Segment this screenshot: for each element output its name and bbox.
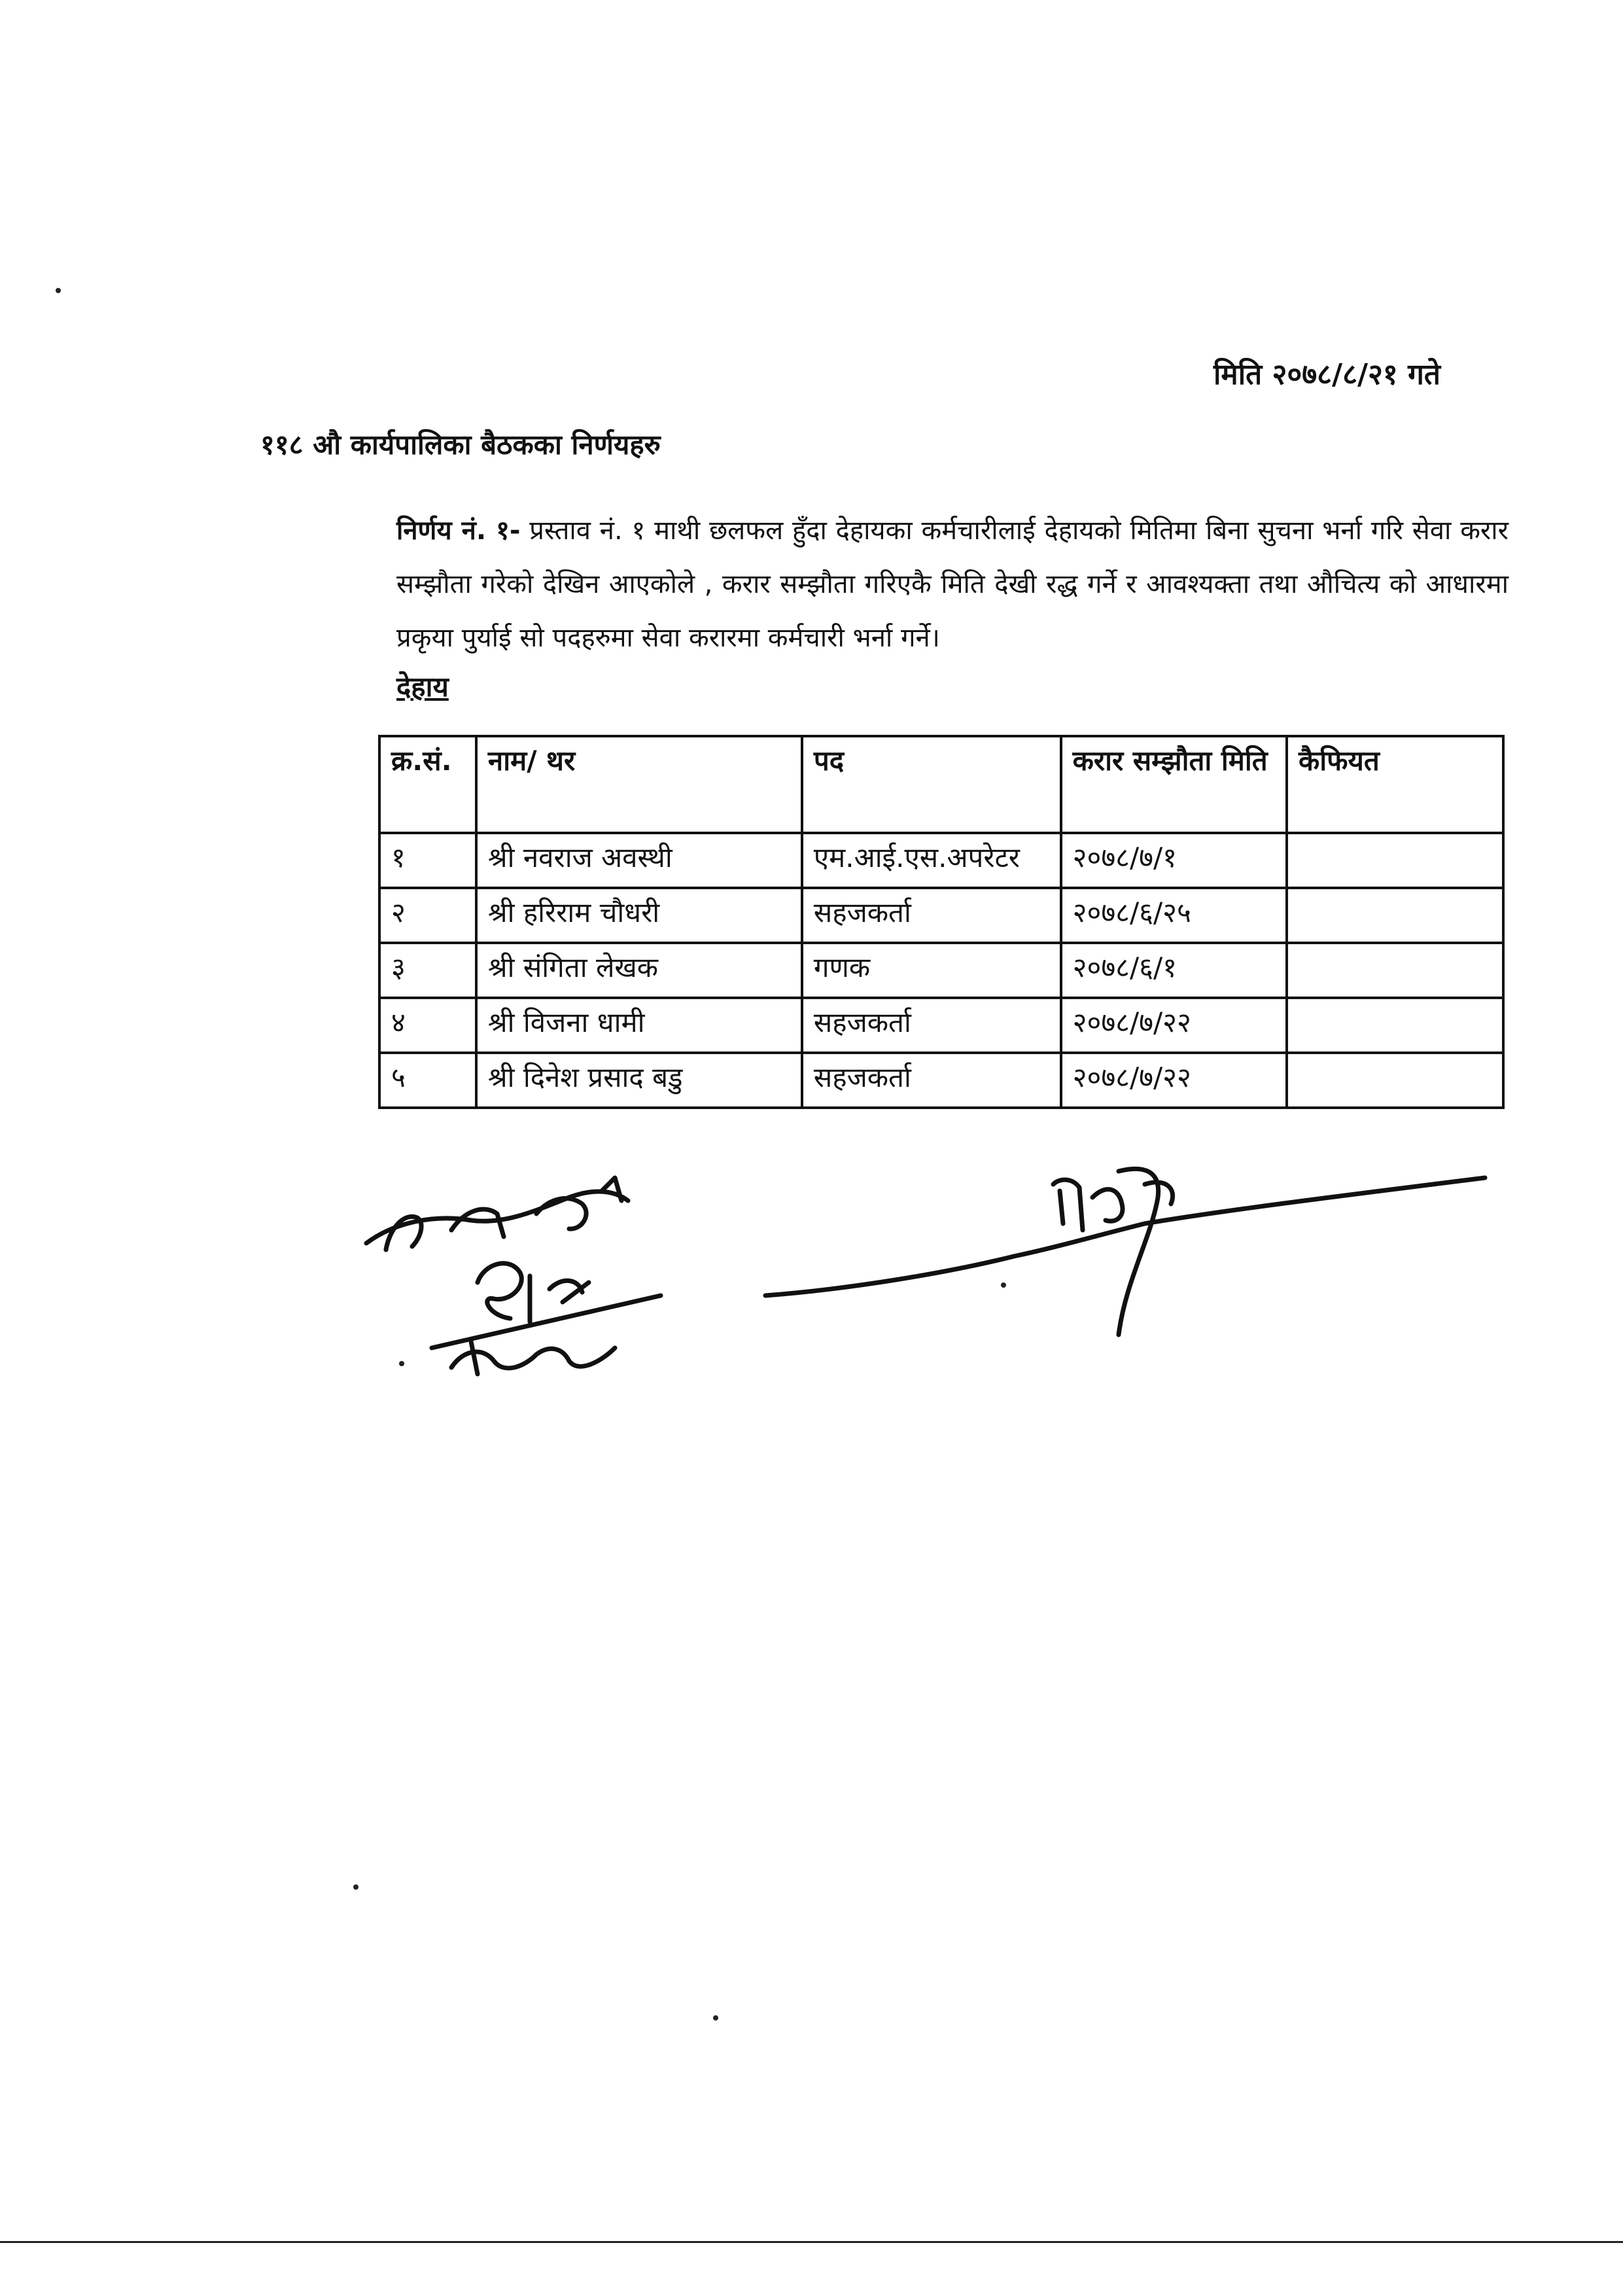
header-post: पद <box>802 736 1061 833</box>
cell-post: सहजकर्ता <box>802 998 1061 1053</box>
cell-remarks <box>1287 888 1503 943</box>
cell-contract-date: २०७८/७/२२ <box>1061 1053 1287 1108</box>
header-serial: क्र.सं. <box>379 736 476 833</box>
meeting-title: ११८ औ कार्यपालिका बैठकका निर्णयहरु <box>260 429 661 461</box>
cell-post: गणक <box>802 943 1061 998</box>
table-row <box>379 888 1503 943</box>
scan-speck <box>353 1884 358 1890</box>
cell-name: श्री विजना धामी <box>476 998 802 1053</box>
cell-remarks <box>1287 833 1503 888</box>
table-row <box>379 1053 1503 1108</box>
cell-serial: ४ <box>379 998 476 1053</box>
cell-contract-date: २०७८/७/१ <box>1061 833 1287 888</box>
bottom-rule <box>0 2241 1623 2243</box>
header-contract-date: करार सम्झौता मिति <box>1061 736 1287 833</box>
cell-contract-date: २०७८/६/१ <box>1061 943 1287 998</box>
cell-contract-date: २०७८/६/२५ <box>1061 888 1287 943</box>
cell-post: सहजकर्ता <box>802 1053 1061 1108</box>
decision-paragraph <box>396 504 1509 665</box>
cell-post: एम.आई.एस.अपरेटर <box>802 833 1061 888</box>
table-header-row <box>379 736 1503 833</box>
scan-speck <box>1001 1282 1006 1288</box>
header-name: नाम/ थर <box>476 736 802 833</box>
table-row <box>379 943 1503 998</box>
cell-remarks <box>1287 1053 1503 1108</box>
decision-number: निर्णय नं. १- <box>396 516 521 546</box>
scan-speck <box>713 2015 718 2021</box>
cell-serial: १ <box>379 833 476 888</box>
cell-contract-date: २०७८/७/२२ <box>1061 998 1287 1053</box>
dehay-label: देहाय <box>396 671 449 703</box>
scan-speck <box>399 1361 404 1366</box>
staff-table <box>378 735 1505 1109</box>
decision-text: प्रस्ताव नं. १ माथी छलफल हुँदा देहायका कर्मचारीलाई देहायको मितिमा बिना सुचना भर्ना गरि सेवा करार सम्झौता गरेको देखिन आएकोले , करार सम्झौता गरिएकै मिति देखी रद्ध गर्ने र आवश्यक्ता तथा औचित्य को आधारमा प्रकृया पुर्याई सो पदहरुमा सेवा करारमा कर्मचारी भर्ना गर्ने। <box>396 516 1509 653</box>
cell-post: सहजकर्ता <box>802 888 1061 943</box>
header-remarks: कैफियत <box>1287 736 1503 833</box>
cell-serial: ३ <box>379 943 476 998</box>
cell-serial: ५ <box>379 1053 476 1108</box>
cell-name: श्री संगिता लेखक <box>476 943 802 998</box>
cell-name: श्री दिनेश प्रसाद बडु <box>476 1053 802 1108</box>
right-signature <box>752 1125 1505 1361</box>
scan-speck <box>56 288 61 293</box>
cell-serial: २ <box>379 888 476 943</box>
document-date: मिति २०७८/८/२१ गते <box>1213 358 1440 391</box>
left-signature <box>353 1152 693 1400</box>
cell-name: श्री नवराज अवस्थी <box>476 833 802 888</box>
cell-name: श्री हरिराम चौधरी <box>476 888 802 943</box>
cell-remarks <box>1287 998 1503 1053</box>
table-row <box>379 998 1503 1053</box>
table-row <box>379 833 1503 888</box>
cell-remarks <box>1287 943 1503 998</box>
